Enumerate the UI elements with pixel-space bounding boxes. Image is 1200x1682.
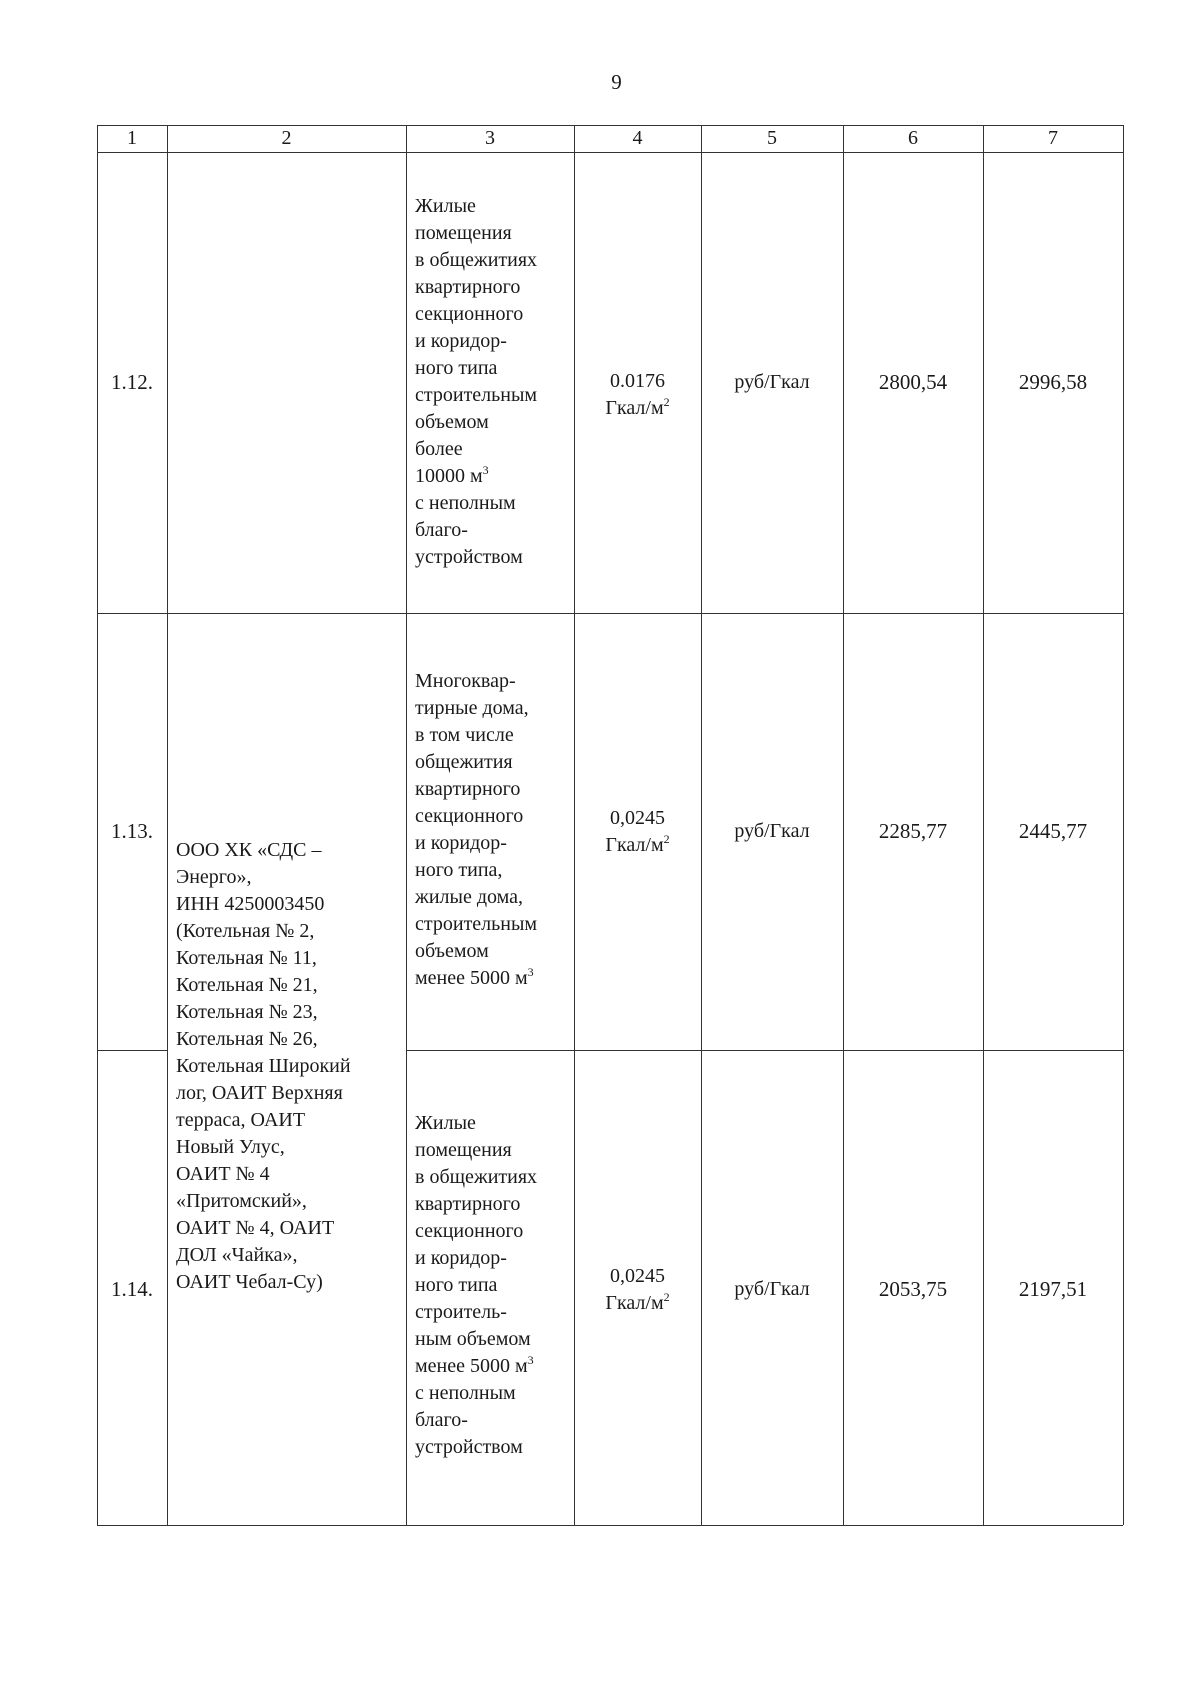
column-header: 5 [767,127,777,149]
consumer-category: Жилые помещения в общежитиях квартирного секционного и коридор- ного типа строитель- ным объемом менее 5000 $м^3$ с неполным благо- устройством [415,1112,538,1458]
consumption-norm: 0,0245 Гкал/$м^2$ [605,807,670,856]
tariff-column-6: 2285,77 [878,819,948,843]
column-header: 3 [485,127,495,149]
tariff-column-7: 2996,58 [1018,370,1088,394]
unit: руб/Гкал [734,371,810,393]
grid-line [167,125,168,1525]
consumption-norm: 0,0245 Гкал/$м^2$ [605,1265,670,1314]
grid-line [1123,125,1124,1525]
grid-line [97,1525,1123,1526]
grid-line [406,125,407,1525]
row-number: 1.12. [111,370,153,394]
tariff-table [97,125,1123,1525]
grid-line [97,1050,167,1051]
consumer-category: Многоквар- тирные дома, в том числе общежития квартирного секционного и коридор- ного типа, жилые дома, строительным объемом менее 5000 $м^3$ [415,670,538,989]
consumption-norm: 0.0176 Гкал/$м^2$ [605,370,670,419]
row-number: 1.13. [111,819,153,843]
column-header: 7 [1048,127,1058,149]
consumer-category: Жилые помещения в общежитиях квартирного секционного и коридор- ного типа строительным объемом более 10000 $м^3$ с неполным благо- устройством [415,195,538,568]
row-number: 1.14. [111,1277,153,1301]
unit: руб/Гкал [734,1278,810,1300]
tariff-column-6: 2053,75 [878,1277,948,1301]
column-header: 4 [632,127,643,149]
column-header: 1 [127,127,137,149]
column-header: 6 [908,127,918,149]
tariff-column-7: 2445,77 [1018,819,1088,843]
tariff-column-7: 2197,51 [1018,1277,1088,1301]
column-header: 2 [281,127,292,149]
grid-line [97,152,1123,153]
grid-line [406,1050,1123,1051]
page-number: 9 [611,70,622,94]
grid-line [97,613,1123,614]
tariff-column-6: 2800,54 [878,370,948,394]
organization-name: ООО ХК «СДС – Энерго», ИНН 4250003450 (Котельная № 2, Котельная № 11, Котельная № 21, Котельная № 23, Котельная № 26, Котельная Широкий лог, ОАИТ Верхняя терраса, ОАИТ Новый Улус, ОАИТ № 4 «Притомский», ОАИТ № 4, ОАИТ ДОЛ «Чайка», ОАИТ Чебал-Су) [176,839,351,1293]
unit: руб/Гкал [734,820,810,842]
